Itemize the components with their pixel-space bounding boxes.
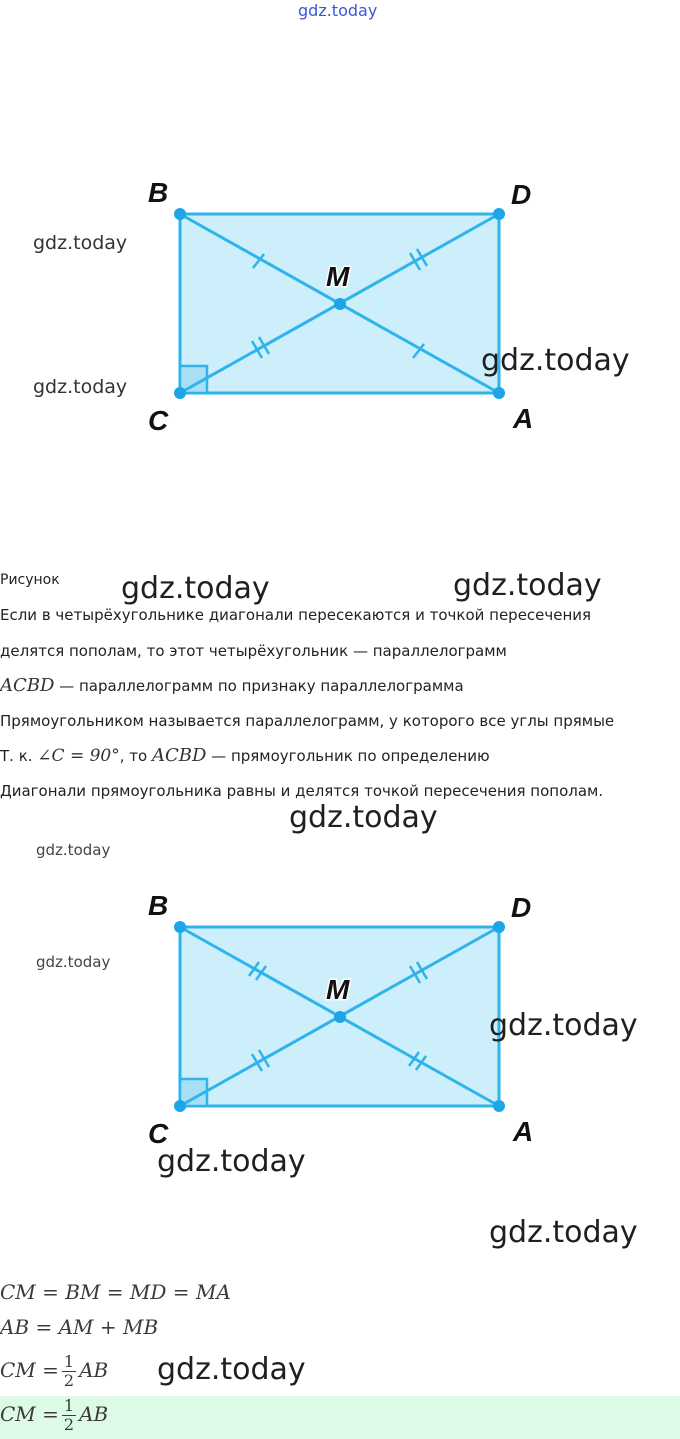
label-m: M bbox=[326, 974, 350, 1005]
equation-3 bbox=[0, 1353, 108, 1390]
figure-rectangle-1 bbox=[0, 170, 680, 440]
label-d: D bbox=[511, 892, 532, 923]
point-m bbox=[334, 1011, 346, 1023]
caption: Рисунок bbox=[0, 572, 60, 588]
math-acbd: ACBD bbox=[0, 675, 55, 696]
point-b bbox=[174, 921, 186, 933]
point-d bbox=[493, 208, 505, 220]
label-c: C bbox=[148, 405, 169, 436]
text-line-3-rest: — параллелограмм по признаку параллелограмма bbox=[54, 677, 464, 695]
watermark: gdz.today bbox=[157, 1352, 306, 1387]
label-c: C bbox=[148, 1118, 169, 1149]
watermark-top: gdz.today bbox=[298, 1, 378, 20]
text-line-2: делятся пополам, то этот четырёхугольник — параллелограмм bbox=[0, 642, 507, 660]
equation-4-answer bbox=[0, 1397, 108, 1434]
text-line-5-rest: — прямоугольник по определению bbox=[206, 747, 490, 765]
fraction-half bbox=[62, 1353, 76, 1390]
math-acbd-2: ACBD bbox=[151, 745, 207, 766]
text-line-5-mid: , то bbox=[119, 747, 152, 765]
watermark: gdz.today bbox=[289, 800, 438, 835]
equation-1: CM = BM = MD = MA bbox=[0, 1280, 231, 1304]
watermark: gdz.today bbox=[453, 568, 602, 603]
fraction-denominator: 2 bbox=[63, 1415, 75, 1434]
point-c bbox=[174, 1100, 186, 1112]
equation-3-right: AB bbox=[79, 1358, 109, 1382]
text-line-3 bbox=[0, 676, 464, 696]
text-line-6: Диагонали прямоугольника равны и делятся точкой пересечения пополам. bbox=[0, 782, 604, 800]
watermark: gdz.today bbox=[33, 376, 128, 398]
watermark: gdz.today bbox=[33, 232, 128, 254]
watermark: gdz.today bbox=[481, 343, 630, 378]
point-m bbox=[334, 298, 346, 310]
watermark: gdz.today bbox=[157, 1144, 306, 1179]
equation-4-left: CM = bbox=[0, 1402, 59, 1426]
label-m: M bbox=[326, 261, 350, 292]
fraction-numerator: 1 bbox=[63, 1396, 75, 1415]
equation-2: AB = AM + MB bbox=[0, 1315, 159, 1339]
point-c bbox=[174, 387, 186, 399]
fraction-half bbox=[62, 1397, 76, 1434]
label-b: B bbox=[148, 177, 169, 208]
label-b: B bbox=[148, 890, 169, 921]
watermark: gdz.today bbox=[36, 953, 111, 971]
fraction-denominator: 2 bbox=[63, 1371, 75, 1390]
watermark: gdz.today bbox=[489, 1215, 638, 1250]
watermark: gdz.today bbox=[121, 571, 270, 606]
text-line-4: Прямоугольником называется параллелограмм, у которого все углы прямые bbox=[0, 712, 615, 730]
label-a: A bbox=[513, 1116, 534, 1147]
text-line-5 bbox=[0, 746, 490, 766]
equation-4-right: AB bbox=[79, 1402, 109, 1426]
text-line-1: Если в четырёхугольнике диагонали пересекаются и точкой пересечения bbox=[0, 606, 592, 624]
equation-3-left: CM = bbox=[0, 1358, 59, 1382]
math-angle-c: ∠C = 90° bbox=[37, 746, 120, 766]
watermark: gdz.today bbox=[36, 841, 111, 859]
point-a bbox=[493, 387, 505, 399]
label-a: A bbox=[513, 403, 534, 434]
fraction-numerator: 1 bbox=[63, 1352, 75, 1371]
text-line-5-prefix: Т. к. bbox=[0, 747, 38, 765]
point-a bbox=[493, 1100, 505, 1112]
label-d: D bbox=[511, 179, 532, 210]
point-d bbox=[493, 921, 505, 933]
watermark: gdz.today bbox=[489, 1008, 638, 1043]
point-b bbox=[174, 208, 186, 220]
